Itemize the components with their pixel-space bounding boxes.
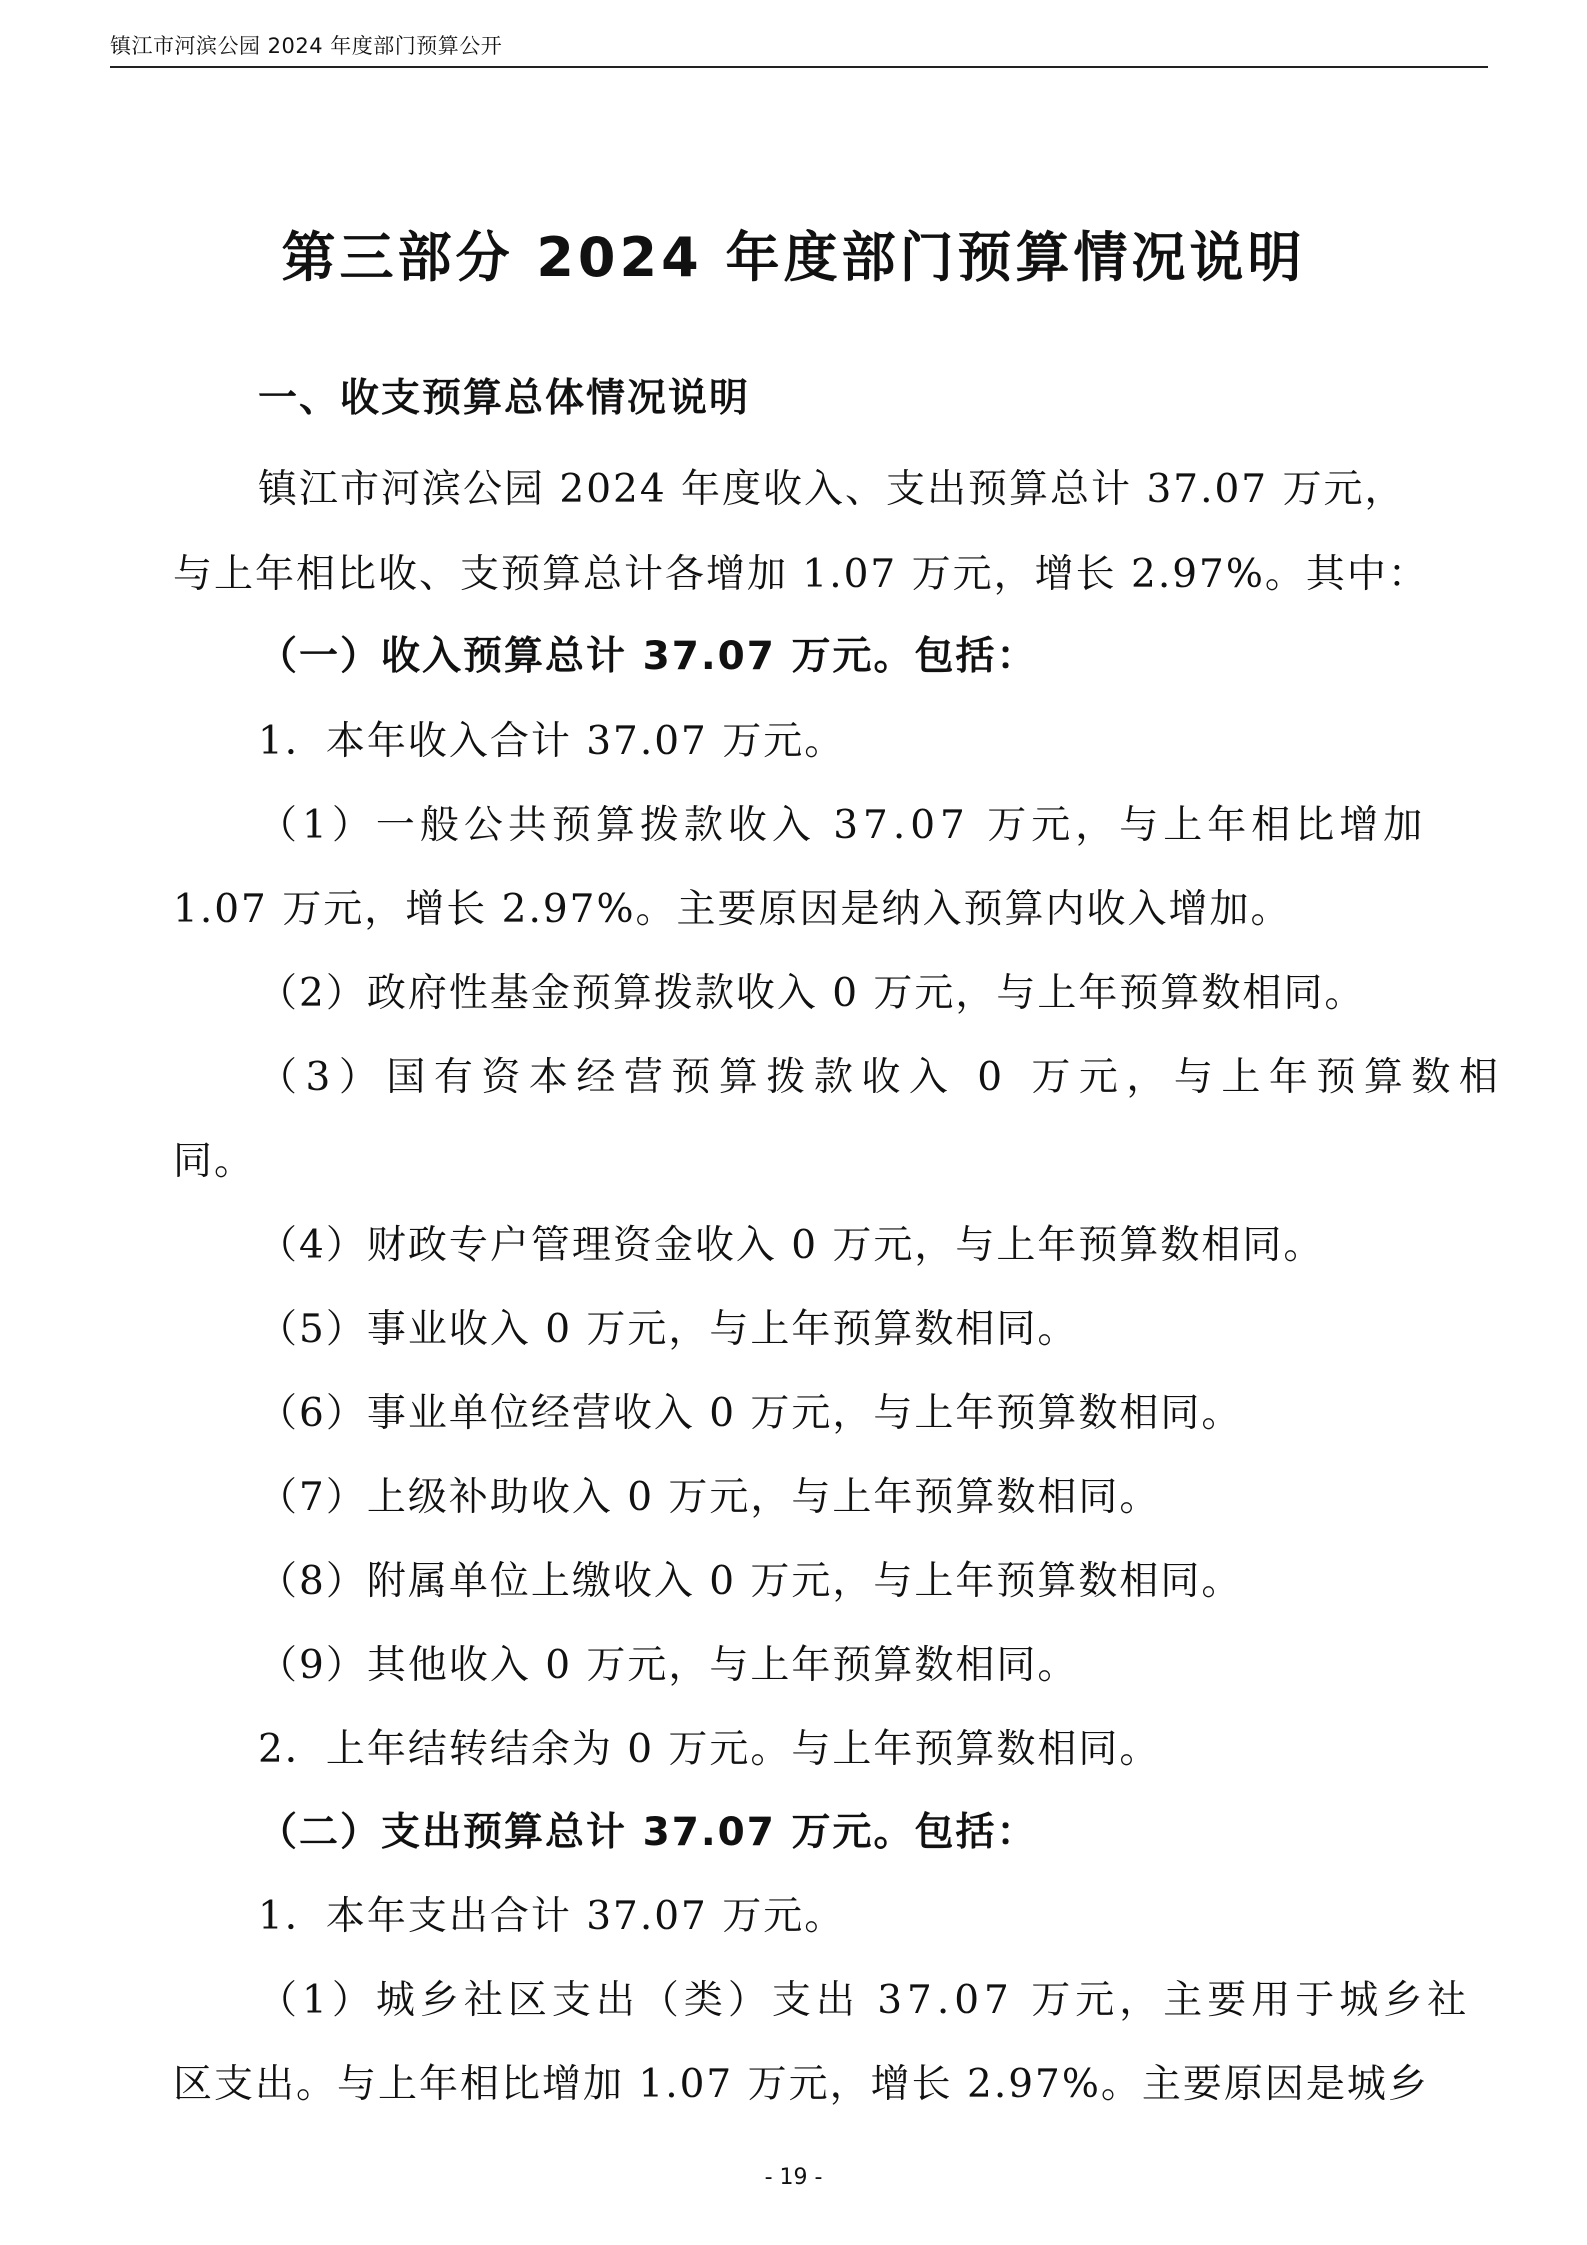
intro-line-2: 与上年相比收、支预算总计各增加 1.07 万元，增长 2.97%。其中： — [173, 552, 1429, 597]
income-sub-9: （9）其他收入 0 万元，与上年预算数相同。 — [258, 1643, 1079, 1688]
income-sub-3-line-2: 同。 — [173, 1139, 256, 1184]
expenditure-sub-1-line-1: （1）城乡社区支出（类）支出 37.07 万元，主要用于城乡社 — [258, 1978, 1472, 2023]
income-sub-6: （6）事业单位经营收入 0 万元，与上年预算数相同。 — [258, 1391, 1243, 1436]
income-sub-1-line-1: （1）一般公共预算拨款收入 37.07 万元，与上年相比增加 — [258, 803, 1428, 848]
expenditure-heading: （二）支出预算总计 37.07 万元。包括： — [258, 1810, 1038, 1855]
intro-line-1: 镇江市河滨公园 2024 年度收入、支出预算总计 37.07 万元， — [258, 467, 1406, 512]
income-item-2: 2．上年结转结余为 0 万元。与上年预算数相同。 — [258, 1727, 1161, 1772]
expenditure-item-1: 1．本年支出合计 37.07 万元。 — [258, 1894, 846, 1939]
header-divider — [110, 66, 1488, 68]
running-header: 镇江市河滨公园 2024 年度部门预算公开 — [110, 34, 503, 58]
income-sub-1-line-2: 1.07 万元，增长 2.97%。主要原因是纳入预算内收入增加。 — [173, 887, 1292, 932]
income-heading: （一）收入预算总计 37.07 万元。包括： — [258, 634, 1038, 679]
income-sub-5: （5）事业收入 0 万元，与上年预算数相同。 — [258, 1307, 1079, 1352]
income-sub-2: （2）政府性基金预算拨款收入 0 万元，与上年预算数相同。 — [258, 971, 1366, 1016]
page-title: 第三部分 2024 年度部门预算情况说明 — [281, 226, 1306, 289]
section-heading-budget-overview: 一、收支预算总体情况说明 — [258, 376, 751, 421]
income-sub-7: （7）上级补助收入 0 万元，与上年预算数相同。 — [258, 1475, 1161, 1520]
income-item-1: 1．本年收入合计 37.07 万元。 — [258, 719, 846, 764]
income-sub-8: （8）附属单位上缴收入 0 万元，与上年预算数相同。 — [258, 1559, 1243, 1604]
page-number: - 19 - — [764, 2165, 823, 2190]
expenditure-sub-1-line-2: 区支出。与上年相比增加 1.07 万元，增长 2.97%。主要原因是城乡 — [173, 2062, 1429, 2107]
income-sub-3-line-1: （3）国有资本经营预算拨款收入 0 万元，与上年预算数相 — [258, 1055, 1507, 1100]
income-sub-4: （4）财政专户管理资金收入 0 万元，与上年预算数相同。 — [258, 1223, 1325, 1268]
